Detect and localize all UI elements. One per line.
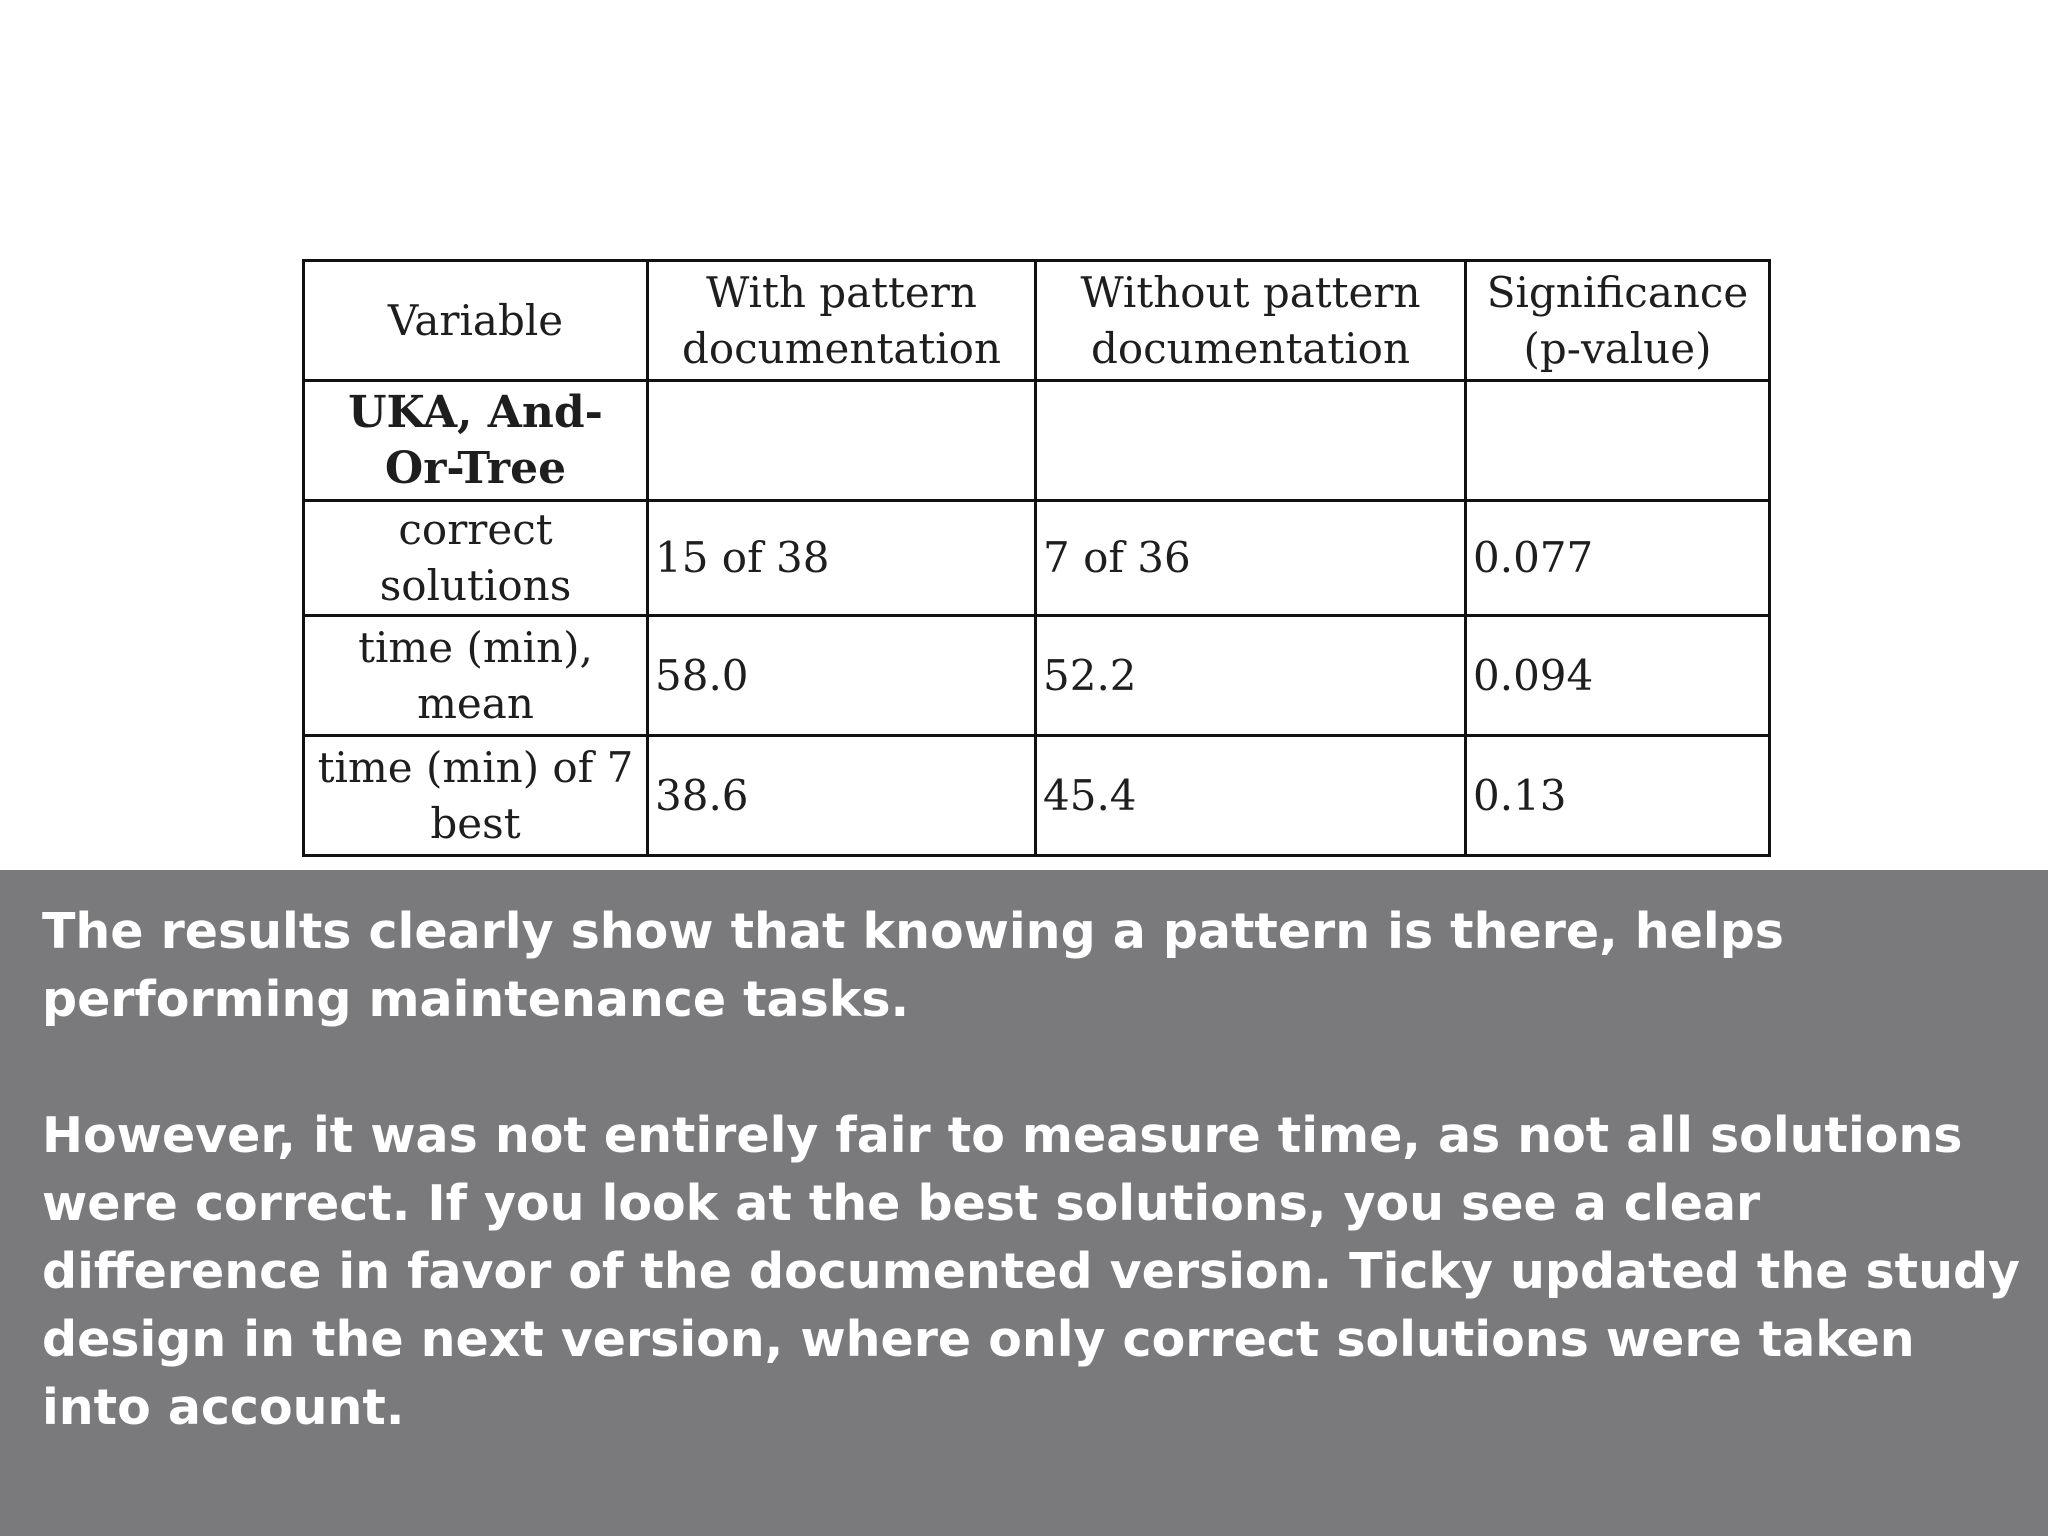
caption-text bbox=[42, 898, 2032, 1442]
section-empty-cell bbox=[648, 381, 1036, 501]
header-variable: Variable bbox=[304, 261, 648, 381]
row-variable: time (min), mean bbox=[304, 616, 648, 736]
header-with-pattern: With pattern documentation bbox=[648, 261, 1036, 381]
table-header-row bbox=[304, 261, 1770, 381]
caption-paragraph-1: The results clearly show that knowing a pattern is there, helps performing maintenance tasks. bbox=[42, 903, 1784, 1028]
row-significance-value: 0.094 bbox=[1466, 616, 1770, 736]
row-without-value: 7 of 36 bbox=[1036, 501, 1466, 616]
results-table bbox=[302, 259, 1771, 857]
row-without-value: 45.4 bbox=[1036, 736, 1466, 856]
table-row bbox=[304, 501, 1770, 616]
section-empty-cell bbox=[1036, 381, 1466, 501]
table-row bbox=[304, 616, 1770, 736]
row-variable: correct solutions bbox=[304, 501, 648, 616]
table-section-row bbox=[304, 381, 1770, 501]
results-table-container bbox=[302, 259, 1771, 857]
section-empty-cell bbox=[1466, 381, 1770, 501]
caption-panel bbox=[0, 870, 2048, 1536]
row-significance-value: 0.077 bbox=[1466, 501, 1770, 616]
table-row bbox=[304, 736, 1770, 856]
row-without-value: 52.2 bbox=[1036, 616, 1466, 736]
section-label: UKA, And-Or-Tree bbox=[304, 381, 648, 501]
row-with-value: 38.6 bbox=[648, 736, 1036, 856]
row-with-value: 15 of 38 bbox=[648, 501, 1036, 616]
row-significance-value: 0.13 bbox=[1466, 736, 1770, 856]
header-without-pattern: Without pattern documentation bbox=[1036, 261, 1466, 381]
row-with-value: 58.0 bbox=[648, 616, 1036, 736]
header-significance: Significance (p-value) bbox=[1466, 261, 1770, 381]
row-variable: time (min) of 7 best bbox=[304, 736, 648, 856]
caption-paragraph-2: However, it was not entirely fair to measure time, as not all solutions were correct. If you look at the best solutions, you see a clear difference in favor of the documented version. Ticky updated the study design in the next version, where only correct solutions were taken into account. bbox=[42, 1107, 2020, 1436]
